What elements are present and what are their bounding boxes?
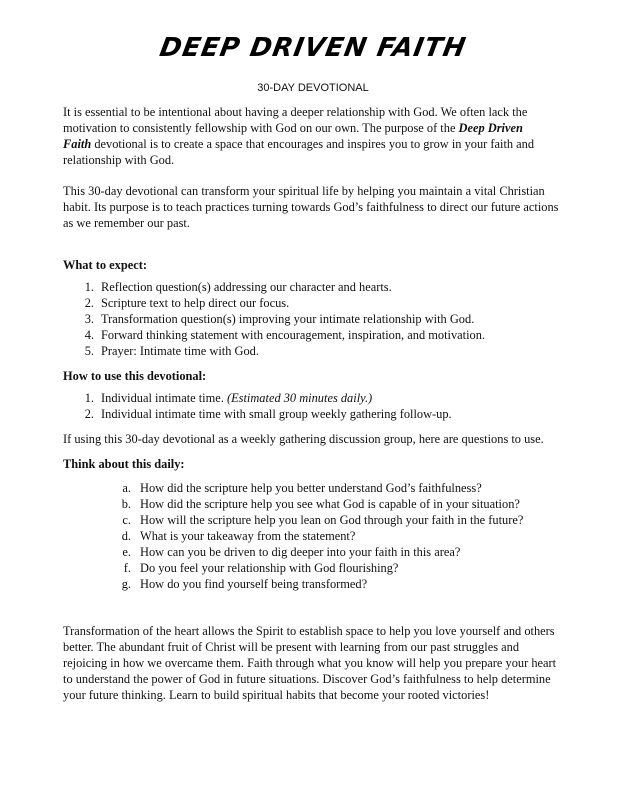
purpose-paragraph: This 30-day devotional can transform your spiritual life by helping you maintain a vital Christian habit. Its purpose is to teach practices turning towards God’s faithfulness to direct our future actions as we remember our past.: [63, 184, 559, 230]
list-item: [63, 327, 485, 343]
list-item: [118, 576, 523, 592]
think-daily-list: [118, 480, 523, 592]
list-number: 4.: [84, 328, 94, 342]
what-to-expect-list: [63, 279, 485, 359]
list-number: 3.: [84, 312, 94, 326]
what-to-expect-heading: What to expect:: [63, 258, 147, 272]
list-item: [118, 544, 523, 560]
list-item: [63, 406, 452, 422]
list-text: What is your takeaway from the statement?: [140, 529, 356, 543]
list-text: How will the scripture help you lean on God through your faith in the future?: [140, 513, 524, 527]
title-logo: DEEP DRIVEN FAITH: [157, 33, 469, 63]
list-item: [63, 311, 485, 327]
list-text: Individual intimate time.: [101, 391, 227, 405]
list-text: How do you find yourself being transformed?: [140, 577, 368, 591]
list-text: Do you feel your relationship with God flourishing?: [140, 561, 399, 575]
intro-text-after: devotional is to create a space that encourages and inspires you to grow in your faith and relationship with God.: [63, 137, 535, 167]
intro-paragraph: [63, 104, 563, 168]
list-letter: f.: [123, 561, 131, 575]
list-letter: d.: [121, 529, 131, 543]
list-item: [118, 560, 523, 576]
list-text: How did the scripture help you better understand God’s faithfulness?: [140, 481, 482, 495]
list-item: [118, 512, 523, 528]
list-letter: b.: [121, 497, 131, 511]
list-item: [118, 496, 523, 512]
list-item: [118, 528, 523, 544]
intro-bold-faith: Faith: [63, 137, 92, 151]
list-number: 1.: [84, 280, 94, 294]
list-text: How can you be driven to dig deeper into your faith in this area?: [140, 545, 461, 559]
intro-text-before: It is essential to be intentional about having a deeper relationship with God. We often lack the motivation to consistently fellowship with God on our own. The purpose of the: [63, 105, 528, 135]
list-letter: a.: [122, 481, 131, 495]
list-number: 5.: [84, 344, 94, 358]
how-to-use-list: [63, 390, 452, 422]
list-item: [63, 343, 485, 359]
subtitle: 30-DAY DEVOTIONAL: [257, 82, 369, 94]
list-text: Forward thinking statement with encouragement, inspiration, and motivation.: [101, 328, 486, 342]
list-number: 1.: [84, 391, 94, 405]
list-letter: g.: [121, 577, 131, 591]
how-to-use-heading: How to use this devotional:: [63, 369, 207, 383]
list-item: [63, 295, 485, 311]
list-text: Transformation question(s) improving your intimate relationship with God.: [101, 312, 475, 326]
list-item: [63, 390, 452, 406]
list-text: Scripture text to help direct our focus.: [101, 296, 290, 310]
list-item: [118, 480, 523, 496]
list-letter: c.: [122, 513, 131, 527]
list-note: (Estimated 30 minutes daily.): [226, 391, 373, 405]
list-text: Prayer: Intimate time with God.: [101, 344, 259, 358]
group-note: If using this 30-day devotional as a weekly gathering discussion group, here are questions to use.: [63, 432, 544, 446]
list-text: Reflection question(s) addressing our character and hearts.: [101, 280, 392, 294]
list-item: [63, 279, 485, 295]
list-number: 2.: [84, 296, 94, 310]
closing-paragraph: Transformation of the heart allows the Spirit to establish space to help you love yourself and others better. The abundant fruit of Christ will be present with learning from our past struggles and rejoicing in how we overcame them. Faith through what you know will help you prepare your heart to understand the power of God in future situations. Discover God’s faithfulness to help determine your future thinking. Learn to build spiritual habits that become your rooted victories!: [63, 624, 557, 702]
list-text: How did the scripture help you see what God is capable of in your situation?: [140, 497, 520, 511]
think-daily-heading: Think about this daily:: [63, 457, 185, 471]
list-number: 2.: [84, 407, 94, 421]
list-text: Individual intimate time with small group weekly gathering follow-up.: [101, 407, 452, 421]
intro-bold-deep-driven: Deep Driven: [458, 121, 523, 135]
list-letter: e.: [122, 545, 131, 559]
